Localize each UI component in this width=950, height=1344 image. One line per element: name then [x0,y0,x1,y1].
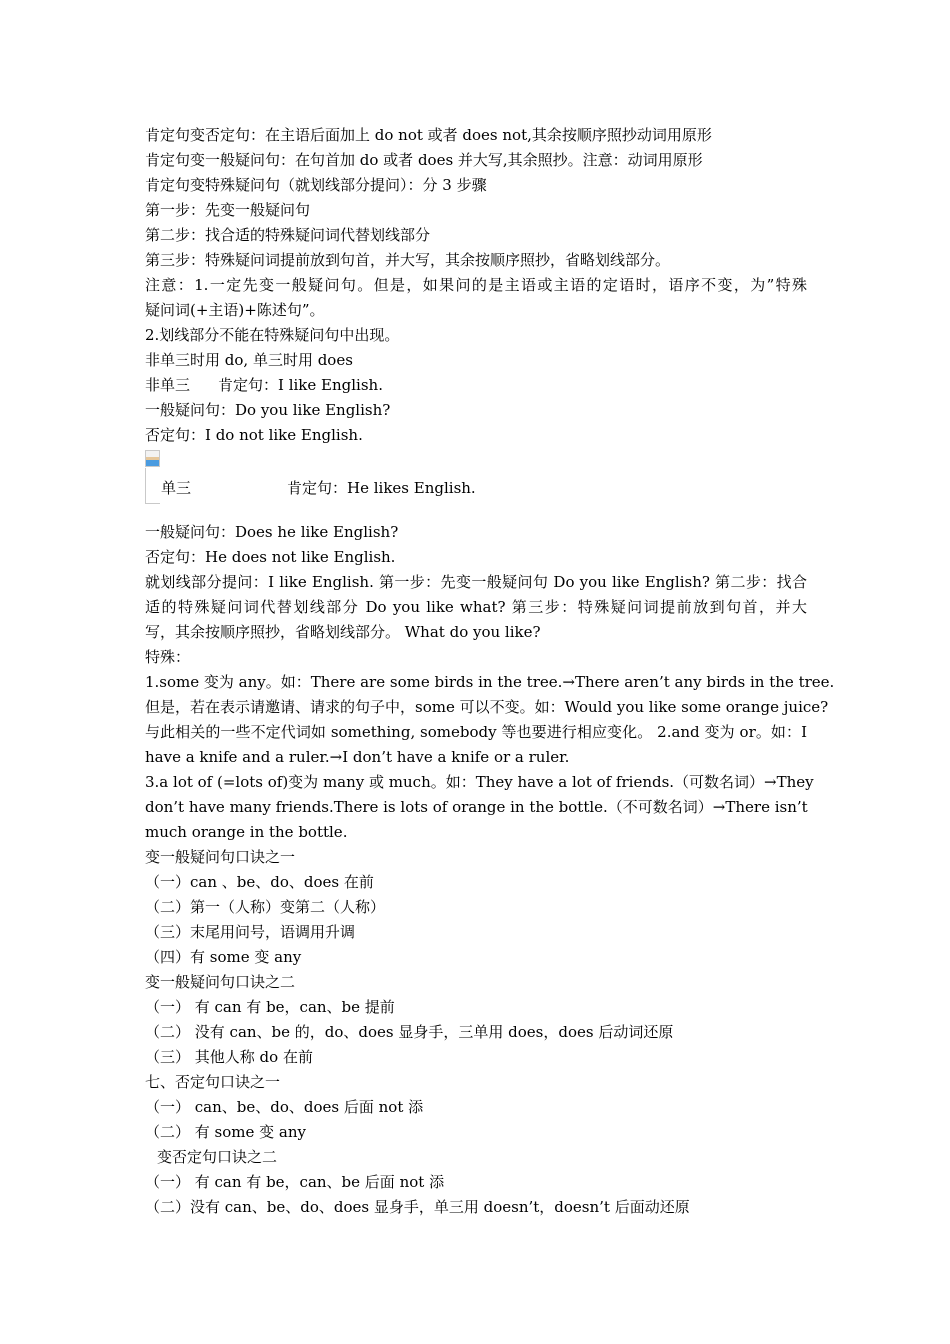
broken-image-icon [145,450,160,467]
broken-image-row [145,448,807,470]
example-affirmative: 肯定句：He likes English. [287,479,476,497]
list-item: （二） 没有 can、be 的，do、does 显身手，三单用 does，does 后动词还原 [145,1023,674,1041]
text-line: 肯定句变特殊疑问句（就划线部分提问）：分 3 步骤 [145,176,487,194]
text-line: 1.some 变为 any。如：There are some birds in the tree.→There aren’t any birds in the tree. [145,673,835,691]
text-line: 否定句：He does not like English. [145,548,396,566]
section-heading: 变否定句口诀之二 [157,1148,278,1166]
list-item: （一） 有 can 有 be，can、be 后面 not 添 [145,1173,445,1191]
text-line: 写，其余按顺序照抄，省略划线部分。 What do you like? [145,623,541,641]
text-line: 但是，若在表示请邀请、请求的句子中，some 可以不变。如：Would you like some orange juice? [145,698,829,716]
list-item: （一） can、be、do、does 后面 not 添 [145,1098,424,1116]
label-third-person: 单三 [161,479,192,497]
text-line: 疑问词(+主语)+陈述句”。 [145,301,325,319]
list-item: （二）没有 can、be、do、does 显身手，单三用 doesn’t，doesn’t 后面动还原 [145,1198,690,1216]
list-item: （三）末尾用问号，语调用升调 [145,923,356,941]
text-line: 特殊： [145,648,191,666]
list-item: （二） 有 some 变 any [145,1123,306,1141]
list-item: （一）can 、be、do、does 在前 [145,873,374,891]
list-item: （一） 有 can 有 be，can、be 提前 [145,998,395,1016]
text-line: 第三步：特殊疑问词提前放到句首，并大写，其余按顺序照抄，省略划线部分。 [145,251,671,269]
text-line: 肯定句变一般疑问句：在句首加 do 或者 does 并大写,其余照抄。注意：动词用原形 [145,151,703,169]
text-line: 肯定句变否定句：在主语后面加上 do not 或者 does not,其余按顺序照抄动词用原形 [145,126,712,144]
text-line: have a knife and a ruler.→I don’t have a knife or a ruler. [145,748,570,766]
example-affirmative: 肯定句：I like English. [218,376,383,394]
text-line: 与此相关的一些不定代词如 something, somebody 等也要进行相应变化。 2.and 变为 or。如：I [145,723,807,741]
text-line: 注意：1.一定先变一般疑问句。但是，如果问的是主语或主语的定语时，语序不变，为”特殊 [145,276,807,294]
text-line: 一般疑问句：Do you like English? [145,401,391,419]
image-frame [145,468,160,504]
text-line: 2.划线部分不能在特殊疑问句中出现。 [145,326,400,344]
text-line: 非单三时用 do, 单三时用 does [145,351,353,369]
text-line: 3.a lot of (=lots of)变为 many 或 much。如：They have a lot of friends.（可数名词）→They [145,773,814,791]
text-line: 第二步：找合适的特殊疑问词代替划线部分 [145,226,431,244]
text-line: much orange in the bottle. [145,823,348,841]
document-body [145,123,835,1220]
text-line: don’t have many friends.There is lots of orange in the bottle.（不可数名词）→There isn’t [145,798,808,816]
text-line: 否定句：I do not like English. [145,426,363,444]
label-non-third-person: 非单三 [145,376,191,394]
section-heading: 七、否定句口诀之一 [145,1073,281,1091]
section-heading: 变一般疑问句口诀之二 [145,973,296,991]
text-line: 一般疑问句：Does he like English? [145,523,399,541]
text-line [145,470,807,506]
list-item: （三） 其他人称 do 在前 [145,1048,313,1066]
list-item: （二）第一（人称）变第二（人称） [145,898,386,916]
text-line: 适的特殊疑问词代替划线部分 Do you like what? 第三步：特殊疑问词提前放到句首，并大 [145,598,807,616]
text-line: 就划线部分提问：I like English. 第一步：先变一般疑问句 Do you like English? 第二步：找合 [145,573,807,591]
text-line: 第一步：先变一般疑问句 [145,201,311,219]
list-item: （四）有 some 变 any [145,948,302,966]
text-line [145,373,807,398]
section-heading: 变一般疑问句口诀之一 [145,848,296,866]
